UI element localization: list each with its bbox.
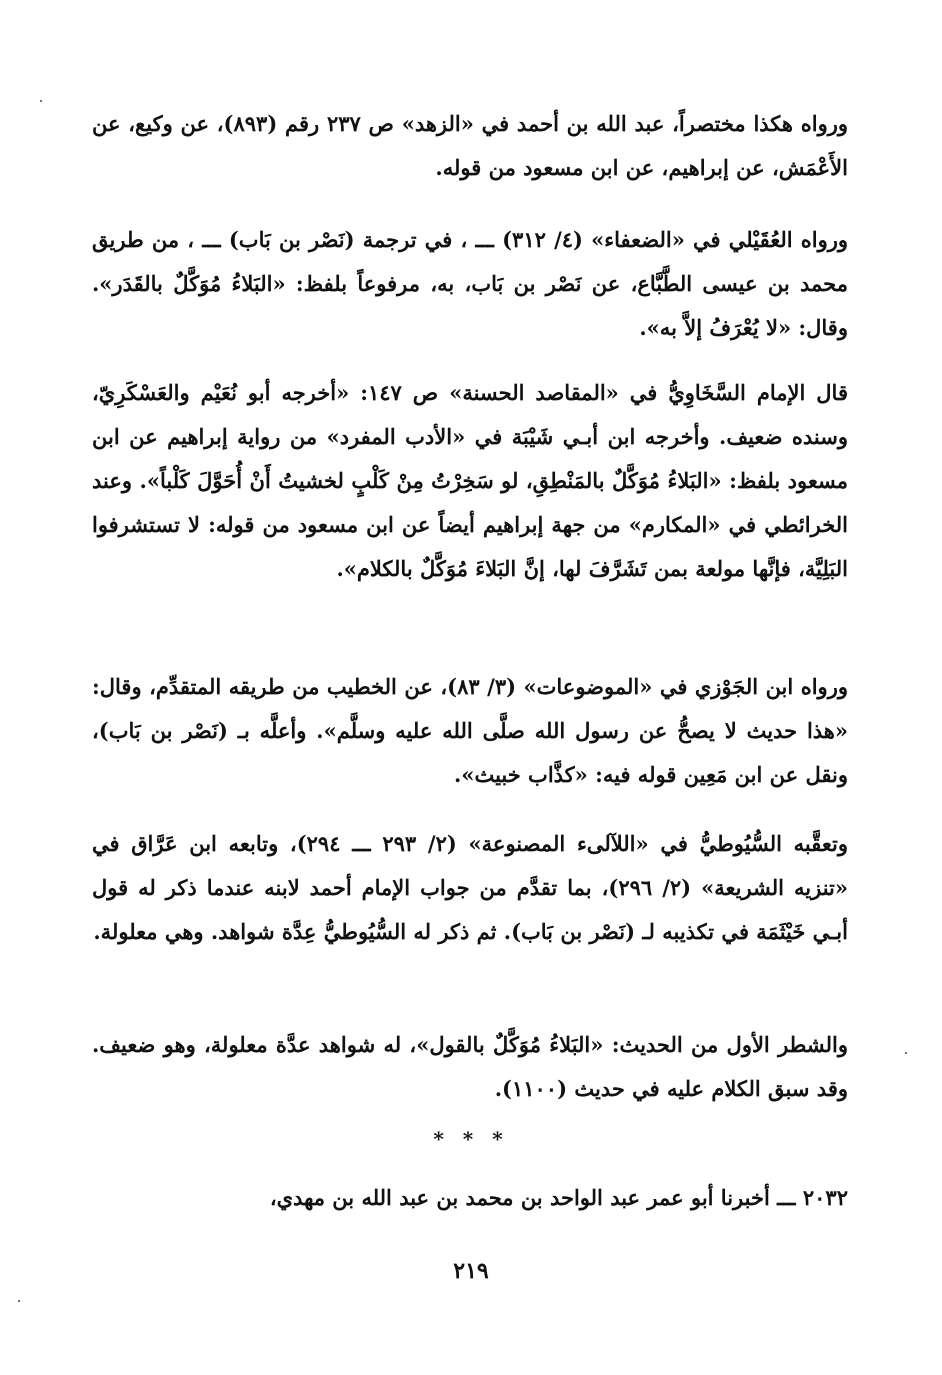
scan-speck: [905, 1052, 907, 1054]
paragraph-uqayli-narration: ورواه العُقَيْلي في «الضعفاء» (٤/ ٣١٢) ـــ ، في ترجمة (نَصْر بن بَاب) ـــ ، من طريق محمد بن عيسى الطَّبَّاع، عن نَصْر بن بَاب، به، مرفوعاً بلفظ: «البَلاءُ مُوَكَّلٌ بالقَدَر». وقال: «لا يُعْرَفُ إلاَّ به».: [92, 227, 849, 340]
page-number: ٢١٩: [453, 1258, 489, 1284]
paragraph-sakhawi-quote: قال الإمام السَّخَاوِيُّ في «المقاصد الحسنة» ص ١٤٧: «أخرجه أبو نُعَيْم والعَسْكَرِيّ، وسنده ضعيف. وأخرجه ابن أبـي شَيْبَة في «الأدب المفرد» من رواية إبراهيم عن ابن مسعود بلفظ: «البَلاءُ مُوَكَّلٌ بالمَنْطِقِ، لو سَخِرْتُ مِنْ كَلْبٍ لخشيتُ أَنْ أُحَوَّلَ كَلْباً». وعند الخرائطي في «المكارم» من جهة إبراهيم أيضاً عن ابن مسعود من قوله: لا تستشرفوا البَلِيَّة، فإنَّها مولعة بمن تَشَرَّفَ لها، إنَّ البَلاءَ مُوَكَّلٌ بالكلام».: [92, 380, 848, 581]
section-separator: * * *: [433, 1127, 509, 1151]
paragraph-suyuti-response: وتعقَّبه السُّيُوطيُّ في «اللآلىء المصنوعة» (٢/ ٢٩٣ ـــ ٢٩٤)، وتابعه ابن عَرَّاق في «تنزيه الشريعة» (٢/ ٢٩٦)، بما تقدَّم من جواب الإمام أحمد لابنه عندما ذكر له قول أبـي خَيْثَمَة في تكذيبه لـ (نَصْر بن بَاب). ثم ذكر له السُّيُوطيُّ عِدَّة شواهد. وهي معلولة.: [92, 831, 849, 944]
paragraph-ibn-jawzi-narration: ورواه ابن الجَوْزي في «الموضوعات» (٣/ ٨٣)، عن الخطيب من طريقه المتقدِّم، وقال: «هذا حديث لا يصحُّ عن رسول الله صلَّى الله عليه وسلَّم». وأعلَّه بـ (نَصْر بن بَاب)، ونقل عن ابن مَعِين قوله فيه: «كذَّاب خبيث».: [92, 674, 848, 787]
scan-speck: [40, 100, 42, 102]
paragraph-zuhd-narration: ورواه هكذا مختصراً، عبد الله بن أحمد في «الزهد» ص ٢٣٧ رقم (٨٩٣)، عن وكيع، عن الأَعْمَش، عن إبراهيم، عن ابن مسعود من قوله.: [92, 111, 848, 180]
paragraph-first-part-hadith: والشطر الأول من الحديث: «البَلاءُ مُوَكَّلٌ بالقول»، له شواهد عدَّة معلولة، وهو ضعيف. وقد سبق الكلام عليه في حديث (١١٠٠).: [92, 1032, 848, 1101]
scan-speck: [18, 1300, 20, 1302]
next-hadith-entry: ٢٠٣٢ ـــ أخبرنا أبو عمر عبد الواحد بن محمد بن عبد الله بن مهدي،: [269, 1185, 848, 1210]
